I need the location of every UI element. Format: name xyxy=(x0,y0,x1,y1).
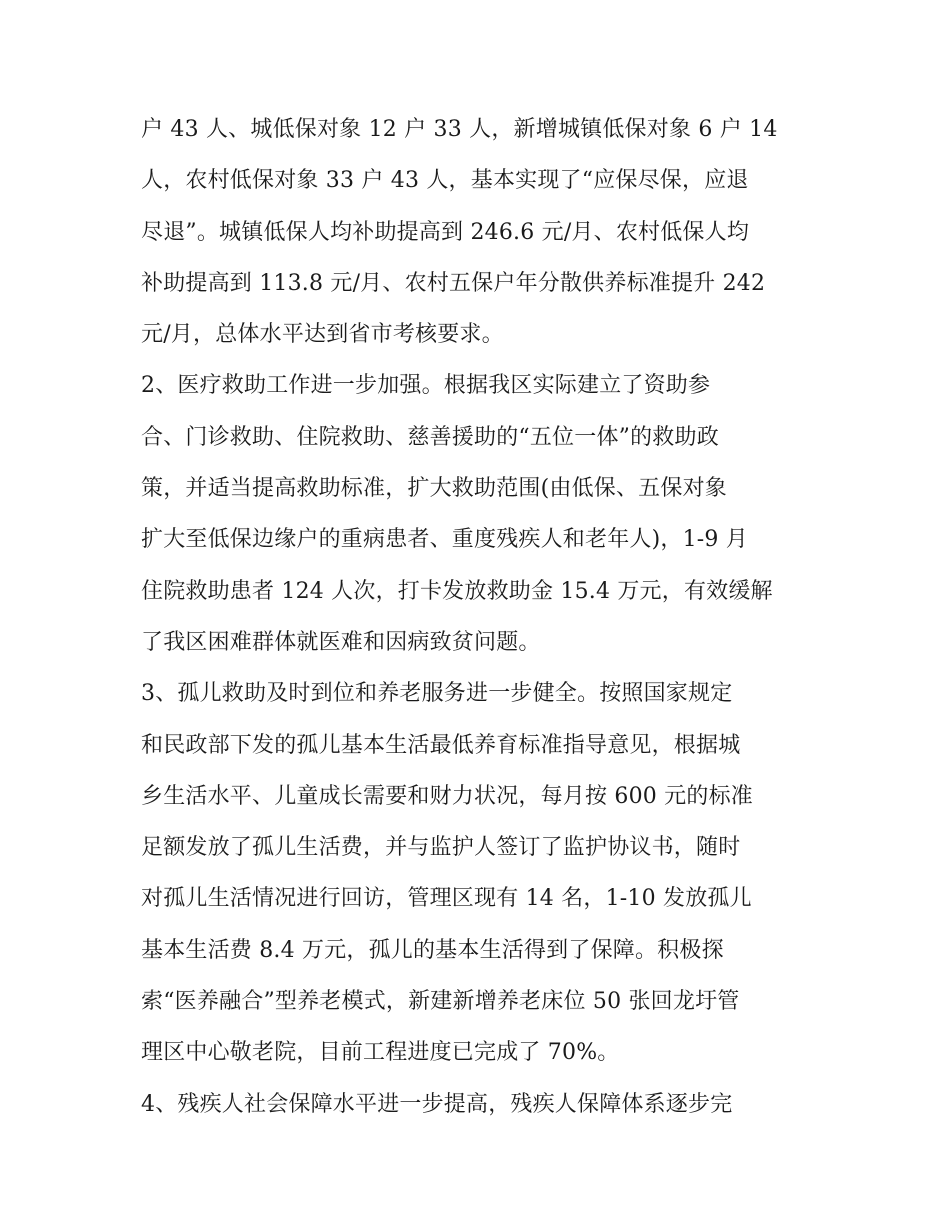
text-line: 元/月，总体水平达到省市考核要求。 xyxy=(141,322,504,348)
section-heading-line: 4、残疾人社会保障水平进一步提高，残疾人保障体系逐步完 xyxy=(141,1091,733,1117)
text-line: 理区中心敬老院，目前工程进度已完成了 70%。 xyxy=(141,1040,620,1066)
section-heading-line: 2、医疗救助工作进一步加强。根据我区实际建立了资助参 xyxy=(141,373,711,399)
section-heading-line: 3、孤儿救助及时到位和养老服务进一步健全。按照国家规定 xyxy=(141,681,733,707)
text-line: 尽退”。城镇低保人均补助提高到 246.6 元/月、农村低保人均 xyxy=(141,219,750,245)
text-line: 基本生活费 8.4 万元，孤儿的基本生活得到了保障。积极探 xyxy=(141,937,724,963)
text-line: 索“医养融合”型养老模式，新建新增养老床位 50 张回龙圩管 xyxy=(141,989,740,1015)
text-line: 扩大至低保边缘户的重病患者、重度残疾人和老年人)，1-9 月 xyxy=(141,527,749,553)
text-line: 乡生活水平、儿童成长需要和财力状况，每月按 600 元的标准 xyxy=(141,783,753,809)
text-line: 住院救助患者 124 人次，打卡发放救助金 15.4 万元，有效缓解 xyxy=(141,578,773,604)
text-line: 对孤儿生活情况进行回访，管理区现有 14 名，1-10 发放孤儿 xyxy=(141,886,752,912)
text-line: 合、门诊救助、住院救助、慈善援助的“五位一体”的救助政 xyxy=(141,424,719,450)
text-line: 策，并适当提高救助标准，扩大救助范围(由低保、五保对象 xyxy=(141,476,727,502)
text-line: 户 43 人、城低保对象 12 户 33 人，新增城镇低保对象 6 户 14 xyxy=(141,117,778,142)
text-line: 了我区困难群体就医难和因病致贫问题。 xyxy=(141,629,541,655)
text-line: 和民政部下发的孤儿基本生活最低养育标准指导意见，根据城 xyxy=(141,732,741,758)
document-body xyxy=(141,104,821,1130)
text-line: 补助提高到 113.8 元/月、农村五保户年分散供养标准提升 242 xyxy=(141,270,766,296)
text-line: 足额发放了孤儿生活费，并与监护人签订了监护协议书，随时 xyxy=(141,835,741,861)
text-line: 人，农村低保对象 33 户 43 人，基本实现了“应保尽保，应退 xyxy=(141,168,749,194)
